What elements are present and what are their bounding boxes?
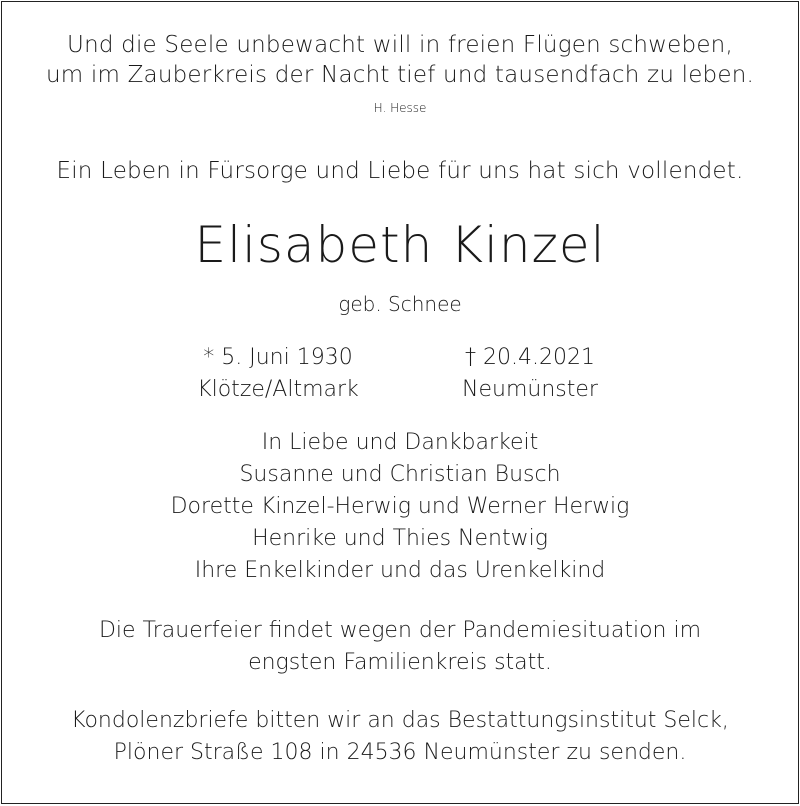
birth-date: * 5. Juni 1930 [203,345,353,370]
poem-line-1: Und die Seele unbewacht will in freien Flügen schweben, [67,32,733,58]
deceased-name: Elisabeth Kinzel [194,216,606,274]
death-column [430,342,630,406]
funeral-line-2: engsten Familienkreis statt. [248,650,552,675]
mourner-line-2: Susanne und Christian Busch [239,462,561,487]
mourner-line-5: Ihre Enkelkinder und das Urenkelkind [194,558,606,583]
poem-author: H. Hesse [373,101,427,115]
death-place: Neumünster [462,377,598,402]
birth-column [178,342,378,406]
maiden-name: geb. Schnee [338,292,462,316]
intro-text: Ein Leben in Fürsorge und Liebe für uns hat sich vollendet. [56,158,744,184]
mourner-line-1: In Liebe und Dankbarkeit [261,430,539,455]
condolence-line-1: Kondolenzbriefe bitten wir an das Bestattungsinstitut Selck, [71,708,729,733]
mourner-line-4: Henrike und Thies Nentwig [252,526,548,551]
birth-place: Klötze/Altmark [197,377,359,402]
poem-line-2: um im Zauberkreis der Nacht tief und tausendfach zu leben. [45,62,754,88]
life-dates [2,342,798,402]
death-date: † 20.4.2021 [465,345,595,370]
condolence-line-2: Plöner Straße 108 in 24536 Neumünster zu senden. [113,740,687,765]
funeral-line-1: Die Trauerfeier findet wegen der Pandemiesituation im [98,618,702,643]
mourner-line-3: Dorette Kinzel-Herwig und Werner Herwig [170,494,630,519]
obituary-notice [1,1,799,804]
